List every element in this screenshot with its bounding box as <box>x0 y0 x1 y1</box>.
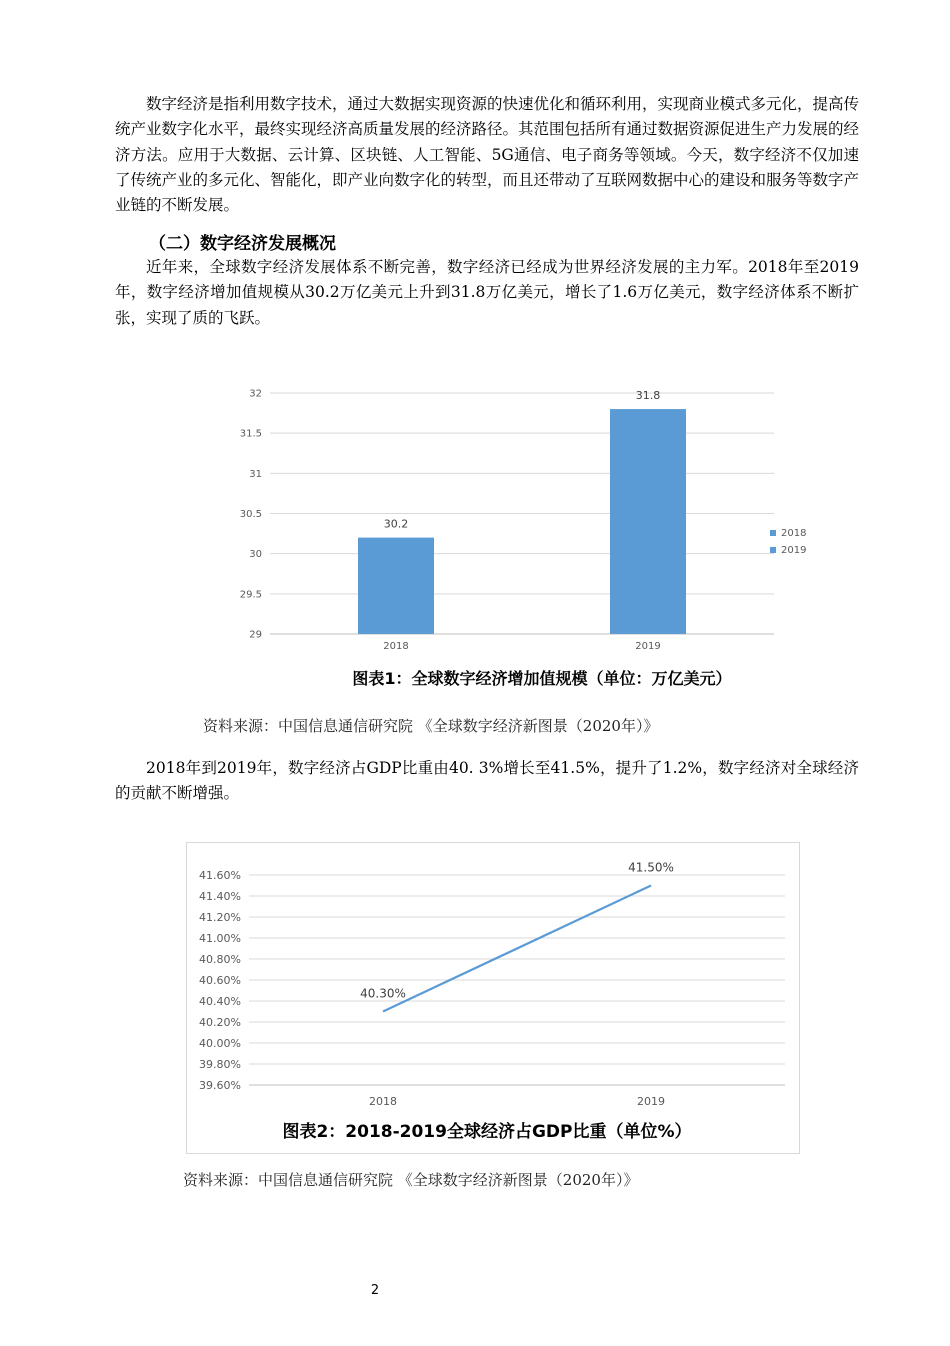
gdp-share-paragraph: 2018年到2019年，数字经济占GDP比重由40. 3%增长至41.5%，提升了1.2%，数字经济对全球经济的贡献不断增强。 <box>115 759 859 803</box>
c1-ytick-label: 30 <box>249 549 262 561</box>
chart1-title: 图表1：全球数字经济增加值规模（单位：万亿美元） <box>352 669 732 688</box>
c1-xtick-label: 2018 <box>383 641 409 652</box>
chart2-title: 图表2：2018-2019全球经济占GDP比重（单位%） <box>282 1122 692 1142</box>
c1-bar-2019 <box>610 409 686 634</box>
c1-data-label: 30.2 <box>383 517 409 531</box>
c2-ytick-label: 41.60% <box>199 869 241 882</box>
c1-ytick-label: 30.5 <box>239 509 262 520</box>
c1-ytick-label: 31.5 <box>239 428 262 440</box>
line-chart-svg <box>187 843 799 1153</box>
c1-legend-swatch <box>770 547 776 553</box>
c1-legend-label: 2018 <box>781 528 807 539</box>
c2-ytick-label: 40.20% <box>199 1016 241 1029</box>
c2-ytick-label: 41.40% <box>199 890 241 903</box>
chart1-source: 资料来源：中国信息通信研究院 《全球数字经济新图景（2020年）》 <box>203 717 659 735</box>
overview-paragraph: 近年来，全球数字经济发展体系不断完善，数字经济已经成为世界经济发展的主力军。2018年至2019年，数字经济增加值规模从30.2万亿美元上升到31.8万亿美元，增长了1.6万亿美元，数字经济体系不断扩张，实现了质的飞跃。 <box>115 258 859 327</box>
c2-xtick-label: 2019 <box>637 1095 665 1108</box>
chart2-source: 资料来源：中国信息通信研究院 《全球数字经济新图景（2020年）》 <box>183 1171 639 1189</box>
intro-paragraph: 数字经济是指利用数字技术，通过大数据实现资源的快速优化和循环利用，实现商业模式多元化，提高传统产业数字化水平，最终实现经济高质量发展的经济路径。其范围包括所有通过数据资源促进生产力发展的经济方法。应用于大数据、云计算、区块链、人工智能、5G通信、电子商务等领域。今天，数字经济不仅加速了传统产业的多元化、智能化，即产业向数字化的转型，而且还带动了互联网数据中心的建设和服务等数字产业链的不断发展。 <box>115 95 860 215</box>
c1-bar-2018 <box>358 538 434 634</box>
c2-xtick-label: 2018 <box>369 1095 397 1108</box>
c1-legend-swatch <box>770 530 776 536</box>
c1-xtick-label: 2019 <box>635 641 661 652</box>
c2-ytick-label: 41.20% <box>199 911 241 924</box>
c2-ytick-label: 40.60% <box>199 974 241 987</box>
section-heading: （二）数字经济发展概况 <box>149 234 336 254</box>
c2-series-line <box>383 886 651 1012</box>
c2-data-label: 40.30% <box>360 986 406 1001</box>
page-number: 2 <box>370 1283 380 1298</box>
c1-legend-label: 2019 <box>781 545 807 556</box>
digital-economy-bar-chart <box>186 372 826 702</box>
c1-ytick-label: 29 <box>249 629 262 641</box>
c1-ytick-label: 32 <box>249 388 262 400</box>
c2-ytick-label: 40.00% <box>199 1037 241 1050</box>
c2-ytick-label: 39.60% <box>199 1079 241 1092</box>
c2-data-label: 41.50% <box>628 860 674 875</box>
gdp-share-line-chart <box>186 842 800 1154</box>
bar-chart-svg <box>186 372 826 702</box>
c1-data-label: 31.8 <box>635 389 661 403</box>
c2-ytick-label: 41.00% <box>199 932 241 945</box>
c1-ytick-label: 29.5 <box>239 589 262 601</box>
c2-ytick-label: 40.40% <box>199 995 241 1008</box>
c2-ytick-label: 39.80% <box>199 1058 241 1071</box>
c2-ytick-label: 40.80% <box>199 953 241 966</box>
c1-ytick-label: 31 <box>249 468 262 480</box>
